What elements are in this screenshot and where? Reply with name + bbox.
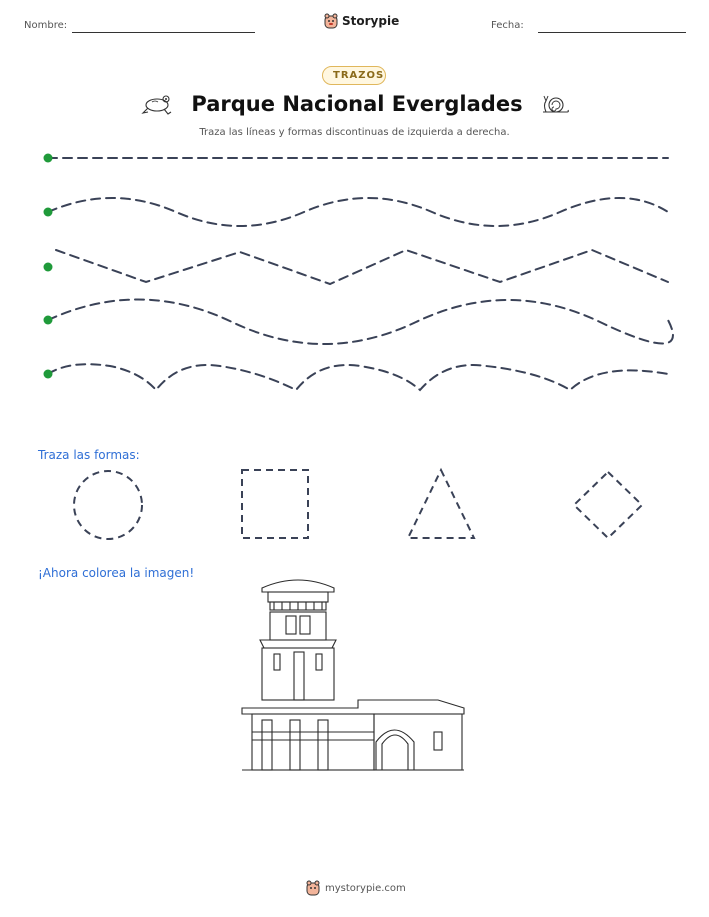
tracing-lines[interactable] bbox=[0, 0, 709, 420]
start-dot bbox=[44, 263, 53, 272]
category-badge: TRAZOS bbox=[322, 66, 386, 85]
start-dot bbox=[44, 154, 53, 163]
trace-circle bbox=[74, 471, 142, 539]
name-label: Nombre: bbox=[24, 20, 68, 31]
coloring-heading: ¡Ahora colorea la imagen! bbox=[38, 566, 195, 580]
date-label: Fecha: bbox=[491, 20, 524, 31]
start-dot bbox=[44, 208, 53, 217]
start-dot bbox=[44, 370, 53, 379]
trace-line-wave bbox=[48, 198, 668, 226]
footer-url[interactable]: mystorypie.com bbox=[325, 882, 406, 894]
start-dot bbox=[44, 316, 53, 325]
instructions-text: Traza las líneas y formas discontinuas de izquierda a derecha. bbox=[199, 127, 510, 138]
trace-line-wave-2 bbox=[48, 299, 673, 344]
brand-name: Storypie bbox=[342, 14, 400, 28]
footer bbox=[306, 880, 406, 896]
trace-diamond bbox=[574, 472, 642, 538]
shapes-heading: Traza las formas: bbox=[38, 448, 140, 462]
trace-line-zigzag bbox=[56, 250, 668, 284]
lighthouse-coloring-image[interactable] bbox=[238, 572, 468, 774]
trace-square bbox=[242, 470, 308, 538]
trace-triangle bbox=[408, 470, 474, 538]
page-title: Parque Nacional Everglades bbox=[191, 92, 523, 116]
storypie-mascot-icon bbox=[306, 880, 320, 896]
tracing-shapes[interactable] bbox=[0, 460, 709, 550]
trace-line-loopy bbox=[48, 364, 668, 390]
